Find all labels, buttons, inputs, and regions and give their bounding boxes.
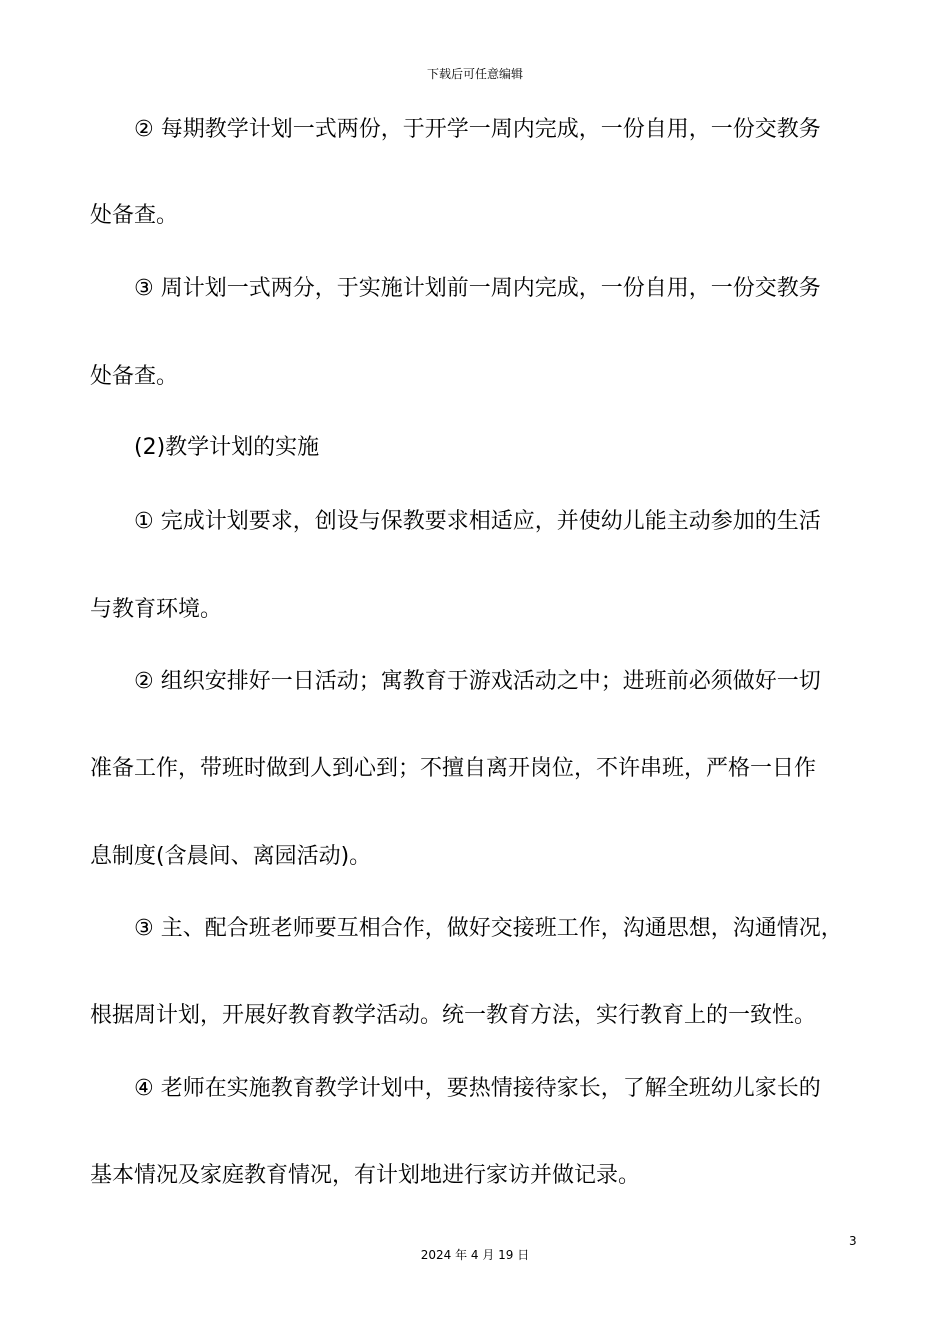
text-line: ① 完成计划要求，创设与保教要求相适应，并使幼儿能主动参加的生活 [134,509,821,534]
text-line: 与教育环境。 [90,597,223,622]
text-line: ④ 老师在实施教育教学计划中，要热情接待家长，了解全班幼儿家长的 [134,1076,821,1101]
text-line: 处备查。 [90,203,179,228]
text-line: 息制度(含晨间、离园活动)。 [90,844,372,869]
section-heading: (2)教学计划的实施 [134,435,320,460]
text-line: 根据周计划，开展好教育教学活动。统一教育方法，实行教育上的一致性。 [90,1003,817,1028]
page-number: 3 [849,1234,857,1248]
text-line: ③ 主、配合班老师要互相合作，做好交接班工作，沟通思想，沟通情况， [134,916,843,941]
footer-date: 2024 年 4 月 19 日 [420,1248,530,1262]
page-header: 下载后可任意编辑 [426,67,523,81]
text-line: 处备查。 [90,364,179,389]
text-line: ② 组织安排好一日活动；寓教育于游戏活动之中；进班前必须做好一切 [134,669,821,694]
text-line: ③ 周计划一式两分，于实施计划前一周内完成，一份自用，一份交教务 [134,276,821,301]
text-line: 基本情况及家庭教育情况，有计划地进行家访并做记录。 [90,1163,641,1188]
text-line: ② 每期教学计划一式两份，于开学一周内完成，一份自用，一份交教务 [134,117,821,142]
text-line: 准备工作，带班时做到人到心到；不擅自离开岗位，不许串班，严格一日作 [90,756,817,781]
